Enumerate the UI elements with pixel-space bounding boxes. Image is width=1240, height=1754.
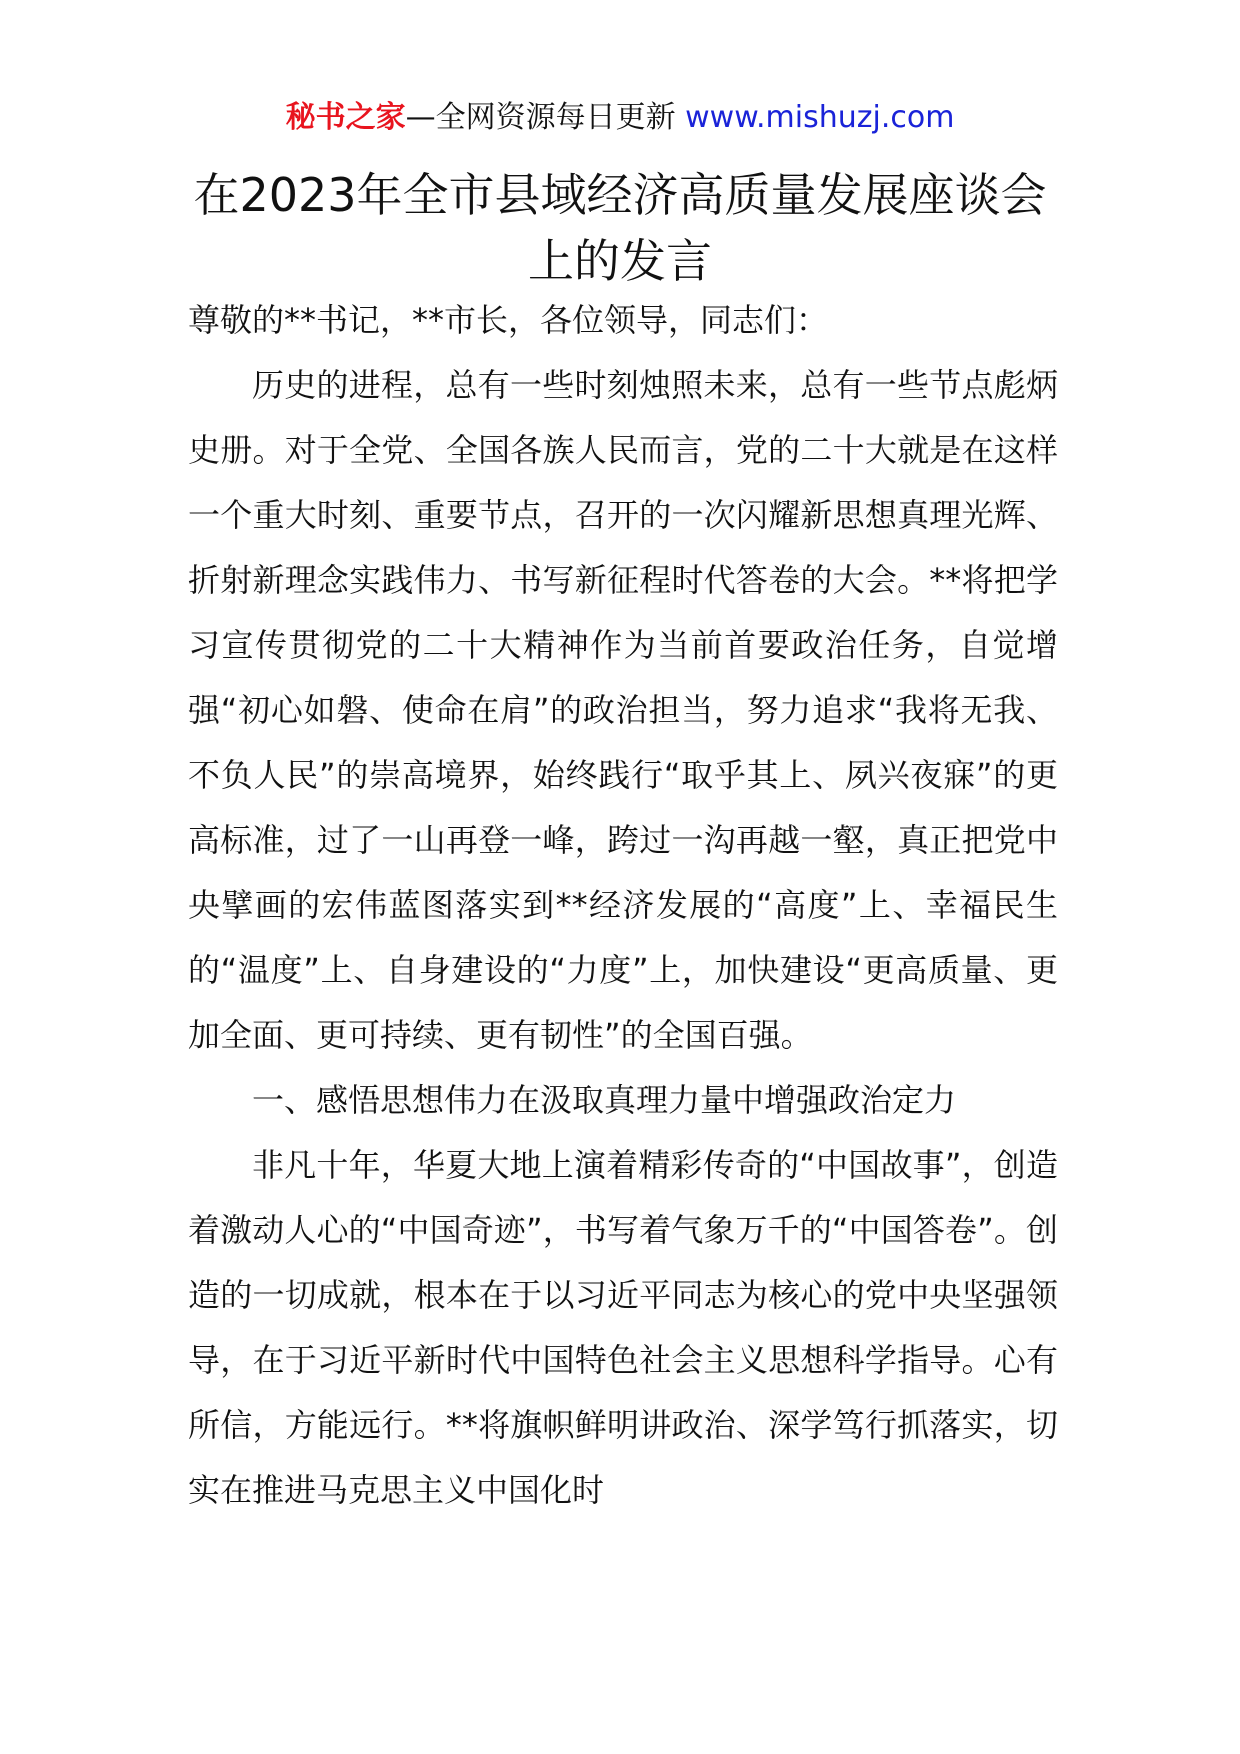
paragraph: 非凡十年，华夏大地上演着精彩传奇的“中国故事”，创造着激动人心的“中国奇迹”，书写着气象万千的“中国答卷”。创造的一切成就，根本在于以习近平同志为核心的党中央坚强领导，在于习近平新时代中国特色社会主义思想科学指导。心有所信，方能远行。**将旗帜鲜明讲政治、深学笃行抓落实，切实在推进马克思主义中国化时 — [188, 1146, 1058, 1509]
section-heading: 一、感悟思想伟力在汲取真理力量中增强政治定力 — [252, 1081, 957, 1119]
document-title: 在2023年全市县域经济高质量发展座谈会上的发言 — [193, 168, 1047, 288]
paragraph: 历史的进程，总有一些时刻烛照未来，总有一些节点彪炳史册。对于全党、全国各族人民而言，党的二十大就是在这样一个重大时刻、重要节点，召开的一次闪耀新思想真理光辉、折射新理念实践伟力、书写新征程时代答卷的大会。**将把学习宣传贯彻党的二十大精神作为当前首要政治任务，自觉增强“初心如磐、使命在肩”的政治担当，努力追求“我将无我、不负人民”的崇高境界，始终践行“取乎其上、夙兴夜寐”的更高标准，过了一山再登一峰，跨过一沟再越一壑，真正把党中央擘画的宏伟蓝图落实到**经济发展的“高度”上、幸福民生的“温度”上、自身建设的“力度”上，加快建设“更高质量、更加全面、更可持续、更有韧性”的全国百强。 — [188, 366, 1058, 1054]
site-header — [0, 98, 1240, 138]
header-slogan: —全网资源每日更新 — [405, 100, 676, 135]
brand-name: 秘书之家 — [285, 100, 406, 135]
site-url-link[interactable]: www.mishuzj.com — [685, 100, 955, 135]
salutation: 尊敬的**书记，**市长，各位领导，同志们： — [188, 301, 829, 339]
document-body — [188, 288, 1058, 1523]
